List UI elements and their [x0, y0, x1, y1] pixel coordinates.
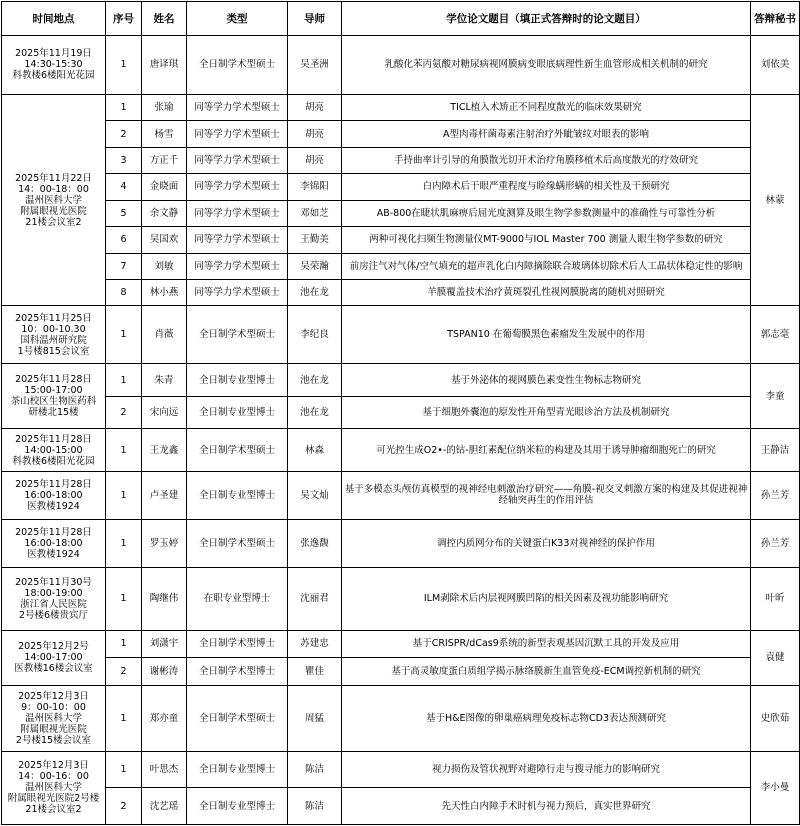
- header-secretary: 答辩秘书: [751, 2, 800, 36]
- degree-type: 全日制学术型硕士: [187, 429, 288, 472]
- row-seq: 1: [106, 36, 142, 95]
- thesis-title: 基于多模态头颅仿真模型的视神经电刺激治疗研究——角膜-视交叉刺激方案的构建及其促进视神经轴突再生的作用评估: [342, 472, 751, 520]
- student-name: 方正千: [142, 147, 187, 173]
- thesis-title: 白内障术后干眼严重程度与睑缘螨形螨的相关性及干预研究: [342, 174, 751, 200]
- session-time-place-line: 2025年12月3日: [18, 760, 89, 772]
- defense-secretary: 林蒙: [751, 94, 800, 305]
- advisor-name: 吴文灿: [288, 472, 342, 520]
- advisor-name: 胡亮: [288, 121, 342, 147]
- student-name: 叶思杰: [142, 751, 187, 788]
- session-time-place: [2, 751, 106, 824]
- thesis-title: 基于CRISPR/dCas9系统的新型表观基因沉默工具的开发及应用: [342, 630, 751, 657]
- student-name: 郑亦童: [142, 685, 187, 751]
- table-row: [2, 147, 800, 173]
- thesis-title: 羊膜覆盖技术治疗黄斑裂孔性视网膜脱离的随机对照研究: [342, 279, 751, 305]
- thesis-title: ILM剥除术后内层视网膜凹陷的相关因素及视功能影响研究: [342, 567, 751, 630]
- session-time-place: [2, 472, 106, 520]
- advisor-name: 胡亮: [288, 94, 342, 120]
- header-type: 类型: [187, 2, 288, 36]
- student-name: 杨雪: [142, 121, 187, 147]
- row-seq: 1: [106, 429, 142, 472]
- table-row: [2, 94, 800, 120]
- thesis-title: 可光控生成O2•-的钴-胆红素配位纳米粒的构建及其用于诱导肿瘤细胞死亡的研究: [342, 429, 751, 472]
- degree-type: 全日制学术型硕士: [187, 306, 288, 364]
- table-row: [2, 472, 800, 520]
- defense-secretary: 叶昕: [751, 567, 800, 630]
- student-name: 陶继伟: [142, 567, 187, 630]
- session-time-place-line: 温州医科大学: [24, 782, 82, 794]
- row-seq: 2: [106, 788, 142, 825]
- student-name: 刘潇宇: [142, 630, 187, 657]
- table-row: [2, 174, 800, 200]
- advisor-name: 瞿佳: [288, 658, 342, 685]
- degree-type: 全日制学术型硕士: [187, 685, 288, 751]
- row-seq: 1: [106, 306, 142, 364]
- advisor-name: 王勤美: [288, 227, 342, 253]
- table-row: [2, 200, 800, 226]
- session-time-place-line: 科教楼6楼阳光花园: [12, 455, 95, 467]
- thesis-title: 先天性白内障手术时机与视力预后，真实世界研究: [342, 788, 751, 825]
- row-seq: 2: [106, 121, 142, 147]
- advisor-name: 胡亮: [288, 147, 342, 173]
- student-name: 余文静: [142, 200, 187, 226]
- row-seq: 2: [106, 658, 142, 685]
- session-time-place-line: 浙江省人民医院: [20, 598, 87, 610]
- session-time-place-line: 14：00-18：00: [18, 183, 89, 195]
- session-time-place-line: 10：00-10.30: [21, 323, 86, 335]
- session-time-place-line: 16:00-18:00: [24, 489, 83, 501]
- thesis-title: TSPAN10 在葡萄膜黑色素瘤发生发展中的作用: [342, 306, 751, 364]
- degree-type: 同等学力学术型硕士: [187, 227, 288, 253]
- session-time-place-line: 18:00-19:00: [24, 587, 83, 599]
- student-name: 肖薇: [142, 306, 187, 364]
- defense-secretary: 刘依美: [751, 36, 800, 95]
- session-time-place-line: 1号楼815会议室: [17, 345, 90, 357]
- row-seq: 6: [106, 227, 142, 253]
- advisor-name: 李纪良: [288, 306, 342, 364]
- session-time-place-line: 15:00-17:00: [24, 385, 83, 397]
- advisor-name: 苏建忠: [288, 630, 342, 657]
- session-time-place-line: 2025年11月30号: [15, 576, 92, 588]
- session-time-place-line: 2025年12月2号: [18, 641, 89, 653]
- thesis-title: 两种可视化扫频生物测量仪MT-9000与IOL Master 700 测量人眼生物学参数的研究: [342, 227, 751, 253]
- session-time-place-line: 2号楼6楼贵宾厅: [18, 609, 89, 621]
- table-row: [2, 751, 800, 788]
- row-seq: 1: [106, 630, 142, 657]
- student-name: 刘敏: [142, 253, 187, 279]
- session-time-place: [2, 519, 106, 567]
- degree-type: 全日制专业型博士: [187, 472, 288, 520]
- session-time-place-line: 16:00-18:00: [24, 537, 83, 549]
- session-time-place-line: 附属眼视光医院: [20, 205, 87, 217]
- degree-type: 同等学力学术型硕士: [187, 121, 288, 147]
- table-row: [2, 685, 800, 751]
- degree-type: 全日制专业型博士: [187, 751, 288, 788]
- thesis-title: A型肉毒杆菌毒素注射治疗外眦皱纹对眼表的影响: [342, 121, 751, 147]
- degree-type: 在职专业型博士: [187, 567, 288, 630]
- session-time-place: [2, 94, 106, 305]
- advisor-name: 林森: [288, 429, 342, 472]
- student-name: 卢圣建: [142, 472, 187, 520]
- student-name: 朱青: [142, 364, 187, 397]
- student-name: 谢彬涛: [142, 658, 187, 685]
- session-time-place-line: 21楼会议室2: [25, 804, 82, 816]
- session-time-place-line: 9：00-10：00: [21, 701, 86, 713]
- table-row: [2, 788, 800, 825]
- advisor-name: 陈洁: [288, 788, 342, 825]
- session-time-place: [2, 630, 106, 685]
- header-advisor: 导师: [288, 2, 342, 36]
- defense-secretary: 孙兰芳: [751, 519, 800, 567]
- degree-type: 全日制学术型博士: [187, 658, 288, 685]
- session-time-place-line: 医教楼1924: [27, 548, 80, 560]
- session-time-place: [2, 429, 106, 472]
- table-row: [2, 567, 800, 630]
- row-seq: 1: [106, 567, 142, 630]
- degree-type: 同等学力学术型硕士: [187, 174, 288, 200]
- session-time-place-line: 附属眼视光医院: [20, 723, 87, 735]
- student-name: 唐译琪: [142, 36, 187, 95]
- student-name: 张瑜: [142, 94, 187, 120]
- session-time-place-line: 2025年11月28日: [15, 526, 92, 538]
- row-seq: 1: [106, 751, 142, 788]
- thesis-title: 前房注气对气体/空气填充的超声乳化白内障摘除联合玻璃体切除术后人工晶状体稳定性的影响: [342, 253, 751, 279]
- row-seq: 2: [106, 396, 142, 429]
- defense-secretary: 孙兰芳: [751, 472, 800, 520]
- thesis-title: AB-800在睫状肌麻痹后屈光度测算及眼生物学参数测量中的准确性与可靠性分析: [342, 200, 751, 226]
- header-row: [2, 2, 800, 36]
- row-seq: 7: [106, 253, 142, 279]
- advisor-name: 李锦阳: [288, 174, 342, 200]
- session-time-place-line: 14:30-15:30: [24, 59, 83, 71]
- table-row: [2, 253, 800, 279]
- header-title: 学位论文题目（填正式答辩时的论文题目）: [342, 2, 751, 36]
- degree-type: 全日制学术型博士: [187, 630, 288, 657]
- header-time-place: 时间地点: [2, 2, 106, 36]
- session-time-place: [2, 364, 106, 429]
- table-row: [2, 306, 800, 364]
- session-time-place-line: 研楼北15楼: [28, 407, 79, 419]
- session-time-place-line: 2025年11月28日: [15, 374, 92, 386]
- table-row: [2, 121, 800, 147]
- student-name: 沈艺瑶: [142, 788, 187, 825]
- advisor-name: 池在龙: [288, 396, 342, 429]
- advisor-name: 吴圣洲: [288, 36, 342, 95]
- degree-type: 同等学力学术型硕士: [187, 279, 288, 305]
- header-seq: 序号: [106, 2, 142, 36]
- advisor-name: 沈丽君: [288, 567, 342, 630]
- degree-type: 同等学力学术型硕士: [187, 147, 288, 173]
- table-row: [2, 227, 800, 253]
- advisor-name: 池在龙: [288, 279, 342, 305]
- table-row: [2, 396, 800, 429]
- session-time-place-line: 2025年11月28日: [15, 478, 92, 490]
- session-time-place-line: 2号楼15楼会议室: [15, 734, 92, 746]
- session-time-place-line: 2025年12月3日: [18, 690, 89, 702]
- student-name: 金晓面: [142, 174, 187, 200]
- defense-secretary: 李小曼: [751, 751, 800, 824]
- advisor-name: 张逸馥: [288, 519, 342, 567]
- student-name: 吴国欢: [142, 227, 187, 253]
- session-time-place: [2, 567, 106, 630]
- session-time-place-line: 温州医科大学: [24, 712, 82, 724]
- degree-type: 同等学力学术型硕士: [187, 253, 288, 279]
- thesis-title: 乳酸化苯丙氨酸对糖尿病视网膜病变眼底病理性新生血管形成相关机制的研究: [342, 36, 751, 95]
- thesis-title: TICL植入术矫正不同程度散光的临床效果研究: [342, 94, 751, 120]
- session-time-place-line: 医教楼1924: [27, 500, 80, 512]
- advisor-name: 吴荣瀚: [288, 253, 342, 279]
- thesis-title: 基于H&E图像的卵巢癌病理免疫标志物CD3表达预测研究: [342, 685, 751, 751]
- session-time-place-line: 21楼会议室2: [25, 216, 82, 228]
- session-time-place-line: 2025年11月22日: [15, 172, 92, 184]
- session-time-place-line: 2025年11月28日: [15, 433, 92, 445]
- session-time-place-line: 14:00-17:00: [24, 652, 83, 664]
- row-seq: 4: [106, 174, 142, 200]
- session-time-place-line: 14：00-16：00: [18, 771, 89, 783]
- defense-secretary: 李童: [751, 364, 800, 429]
- student-name: 王龙鑫: [142, 429, 187, 472]
- thesis-title: 基于细胞外囊泡的原发性开角型青光眼诊治方法及机制研究: [342, 396, 751, 429]
- row-seq: 3: [106, 147, 142, 173]
- table-row: [2, 279, 800, 305]
- defense-secretary: 袁健: [751, 630, 800, 685]
- degree-type: 同等学力学术型硕士: [187, 200, 288, 226]
- header-name: 姓名: [142, 2, 187, 36]
- advisor-name: 陈洁: [288, 751, 342, 788]
- degree-type: 全日制专业型博士: [187, 364, 288, 397]
- defense-schedule-table: [1, 1, 800, 825]
- row-seq: 1: [106, 519, 142, 567]
- session-time-place-line: 国科温州研究院: [20, 334, 87, 346]
- degree-type: 全日制学术型硕士: [187, 36, 288, 95]
- session-time-place-line: 科教楼6楼阳光花园: [12, 70, 95, 82]
- advisor-name: 周猛: [288, 685, 342, 751]
- session-time-place-line: 2025年11月25日: [15, 312, 92, 324]
- thesis-title: 视力损伤及管状视野对避障行走与搜寻能力的影响研究: [342, 751, 751, 788]
- table-row: [2, 519, 800, 567]
- student-name: 罗玉婷: [142, 519, 187, 567]
- row-seq: 1: [106, 685, 142, 751]
- thesis-title: 基于高灵敏度蛋白质组学揭示脉络膜新生血管免疫-ECM调控新机制的研究: [342, 658, 751, 685]
- table-row: [2, 36, 800, 95]
- session-time-place: [2, 306, 106, 364]
- session-time-place-line: 温州医科大学: [24, 194, 82, 206]
- defense-secretary: 史欣茹: [751, 685, 800, 751]
- session-time-place: [2, 36, 106, 95]
- degree-type: 同等学力学术型硕士: [187, 94, 288, 120]
- table-row: [2, 658, 800, 685]
- table-row: [2, 429, 800, 472]
- degree-type: 全日制专业型博士: [187, 788, 288, 825]
- table-row: [2, 630, 800, 657]
- thesis-title: 手持曲率计引导的角膜散光切开术治疗角膜移植术后高度散光的疗效研究: [342, 147, 751, 173]
- degree-type: 全日制专业型博士: [187, 396, 288, 429]
- session-time-place: [2, 685, 106, 751]
- thesis-title: 调控内质网分布的关键蛋白K33对视神经的保护作用: [342, 519, 751, 567]
- defense-secretary: 郭志毫: [751, 306, 800, 364]
- row-seq: 1: [106, 472, 142, 520]
- defense-secretary: 王静洁: [751, 429, 800, 472]
- advisor-name: 邓如芝: [288, 200, 342, 226]
- session-time-place-line: 14:00-15:00: [24, 444, 83, 456]
- session-time-place-line: 2025年11月19日: [15, 48, 92, 60]
- advisor-name: 池在龙: [288, 364, 342, 397]
- degree-type: 全日制学术型硕士: [187, 519, 288, 567]
- table-row: [2, 364, 800, 397]
- student-name: 宋向远: [142, 396, 187, 429]
- row-seq: 8: [106, 279, 142, 305]
- session-time-place-line: 附属眼视光医院2号楼: [7, 793, 100, 805]
- row-seq: 5: [106, 200, 142, 226]
- student-name: 林小燕: [142, 279, 187, 305]
- session-time-place-line: 茶山校区生物医药科: [10, 396, 97, 408]
- row-seq: 1: [106, 94, 142, 120]
- thesis-title: 基于外泌体的视网膜色素变性生物标志物研究: [342, 364, 751, 397]
- session-time-place-line: 医教楼16楼会议室: [14, 663, 93, 675]
- row-seq: 1: [106, 364, 142, 397]
